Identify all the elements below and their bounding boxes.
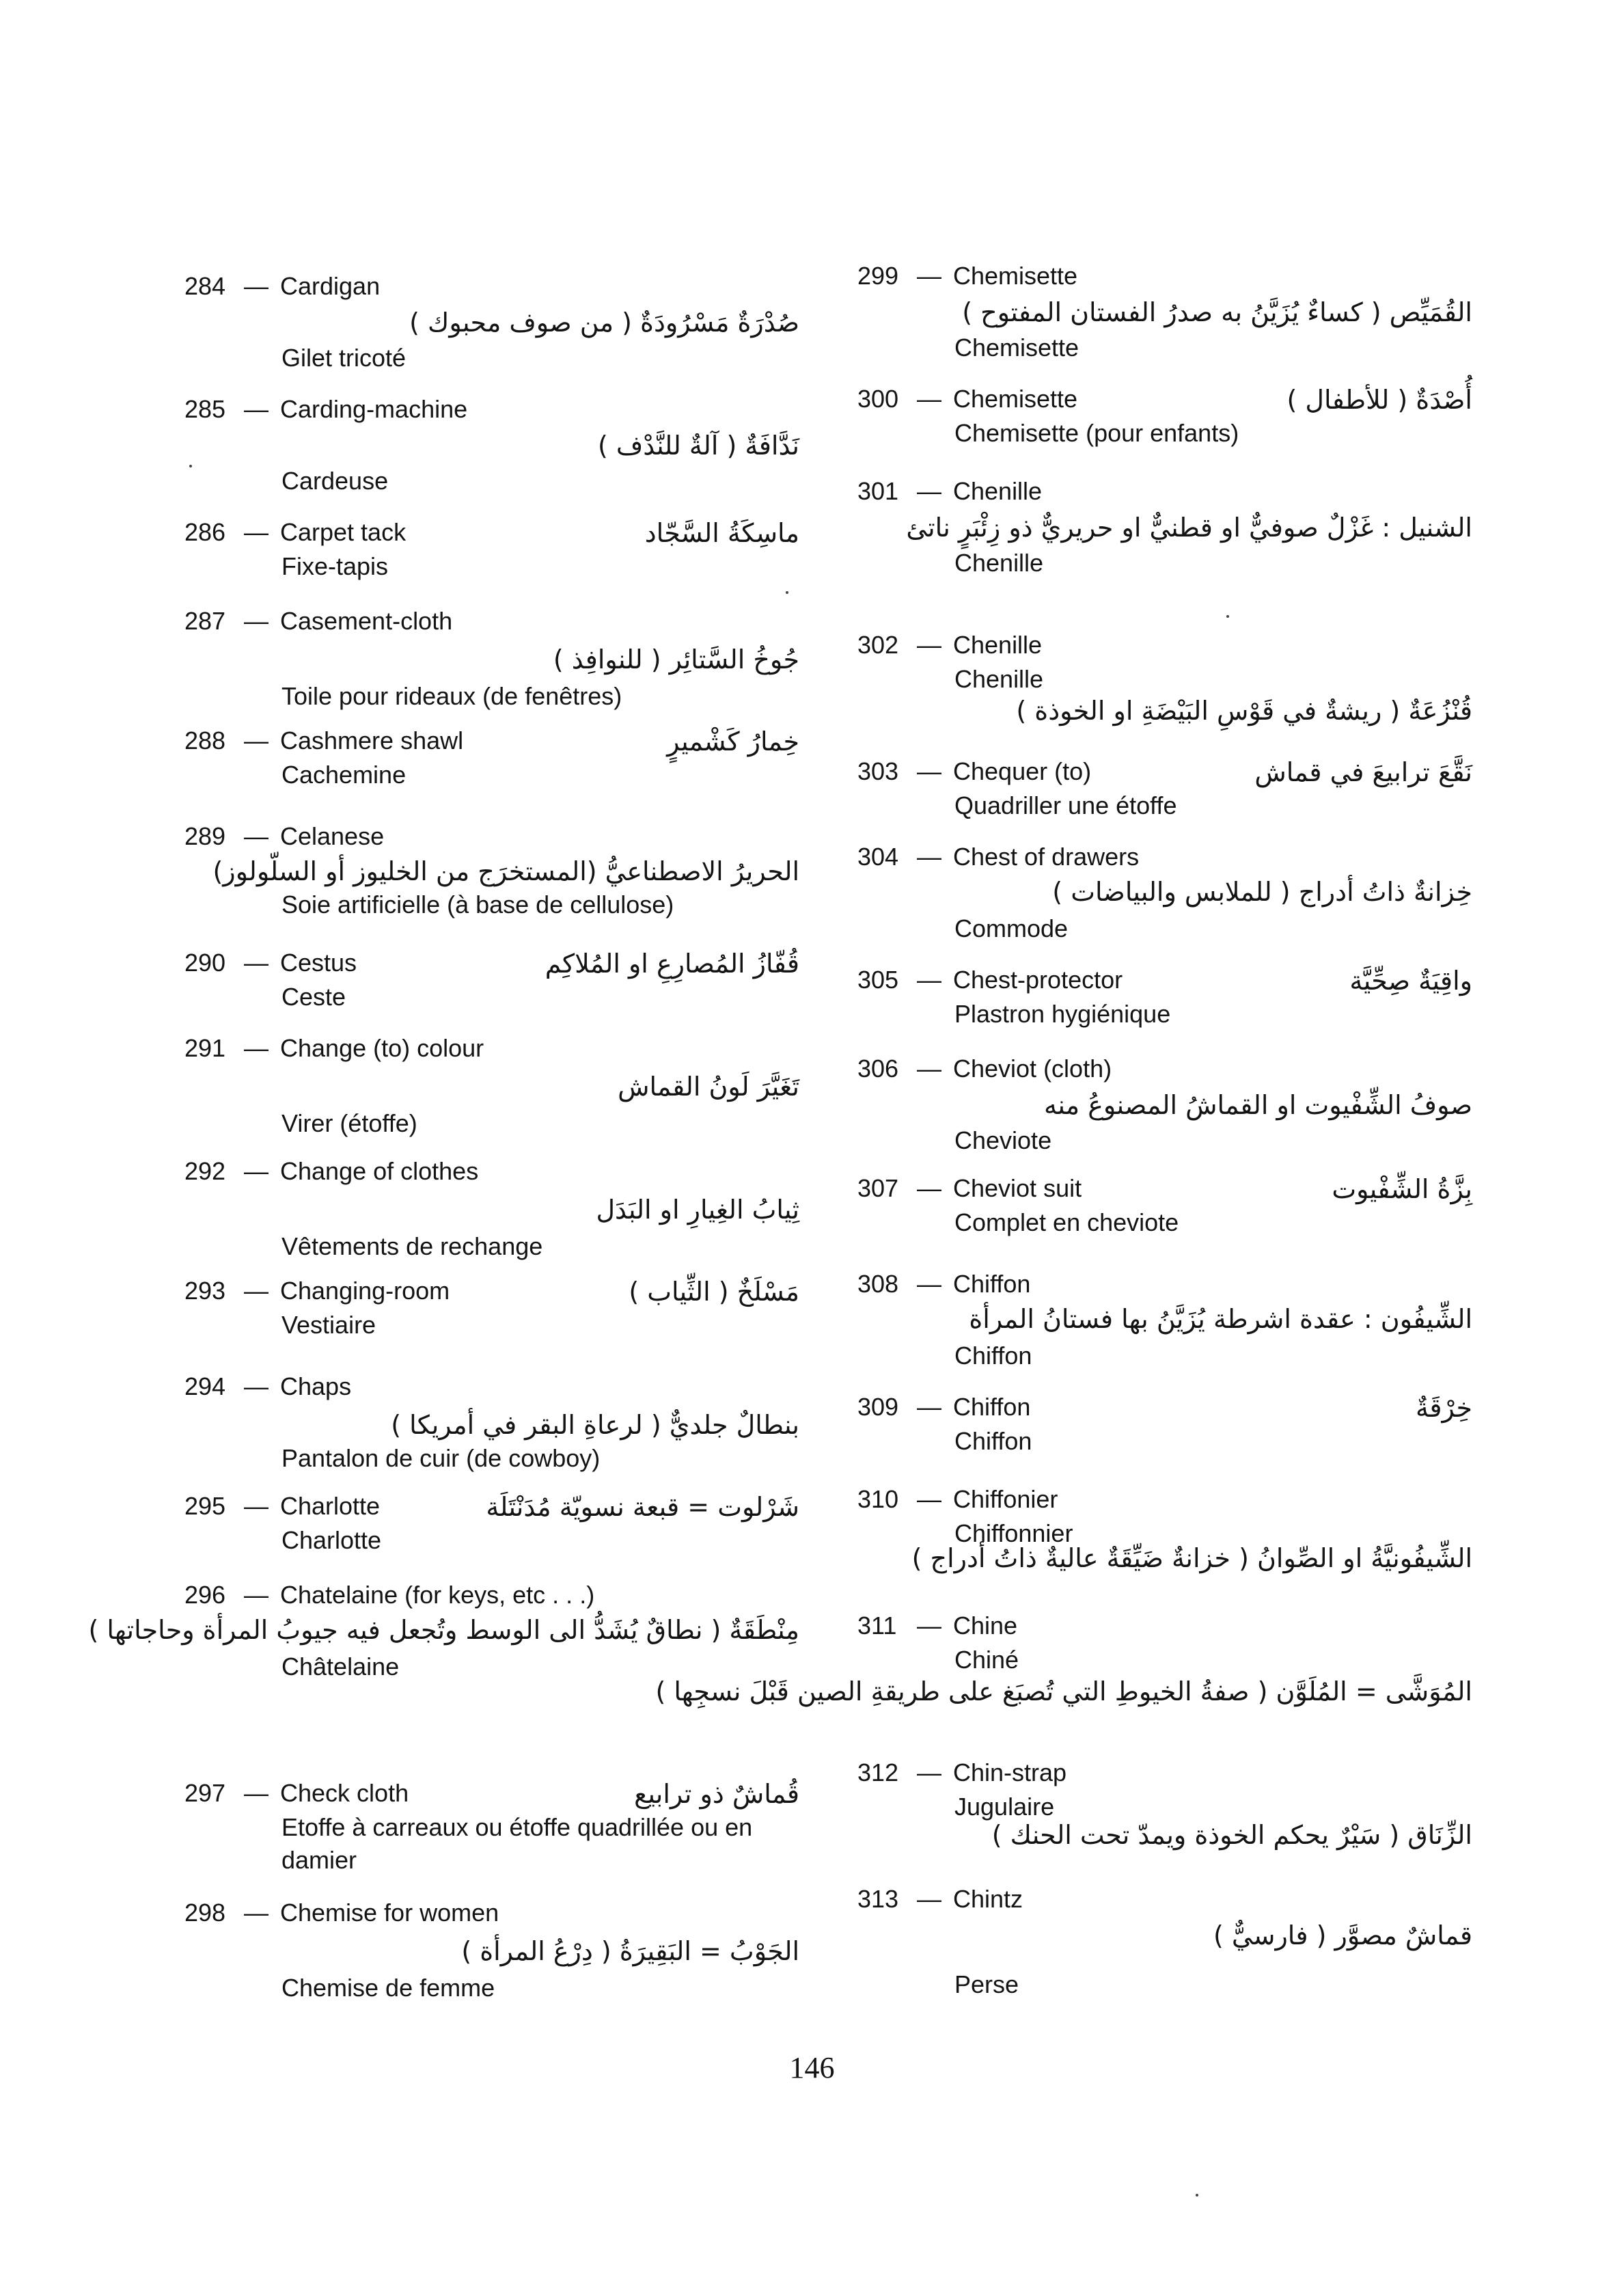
entry-304: [857, 841, 1472, 943]
arabic-term: بنطالٌ جلديٌّ ( لرعاةِ البقر في أمريكا ): [391, 1410, 799, 1440]
em-dash: —: [917, 1270, 941, 1298]
entry-294: [184, 1370, 799, 1473]
arabic-term: الزِّنَاق ( سَيْرٌ يحكم الخوذة ويمدّ تحت الحنك ): [991, 1820, 1472, 1850]
entry-number: 292: [184, 1157, 226, 1185]
french-term: Chiné: [954, 1646, 1019, 1674]
entry-299: [857, 260, 1472, 362]
french-term: Perse: [954, 1970, 1019, 1998]
arabic-term: تَغَيَّرَ لَونُ القماش: [618, 1072, 799, 1102]
em-dash: —: [244, 822, 269, 850]
em-dash: —: [244, 272, 269, 300]
entry-number: 287: [184, 607, 226, 635]
arabic-term: واقِيَةٌ صِحِّيَّة: [1349, 966, 1472, 996]
entry-285: [184, 393, 799, 495]
arabic-term: الحريرُ الاصطناعيُّ (المستخرَج من الخليوز أو السلّولوز): [212, 856, 799, 886]
arabic-term: قُفّازُ المُصارِعِ او المُلاكِم: [545, 949, 799, 979]
entry-302: [857, 629, 1472, 731]
entry-headword-line: [857, 1268, 1472, 1301]
entry-287: [184, 605, 799, 710]
french-term: Cheviote: [954, 1126, 1052, 1154]
french-term: Commode: [954, 914, 1069, 942]
em-dash: —: [244, 1277, 269, 1305]
entry-296: [88, 1579, 799, 1681]
english-term: Carpet tack: [280, 518, 407, 546]
arabic-term: الجَوْبُ = البَقِيرَةُ ( دِرْعُ المرأة ): [461, 1936, 799, 1966]
entry-number: 303: [857, 757, 899, 785]
entry-headword-line: [184, 1155, 799, 1188]
em-dash: —: [244, 1581, 269, 1609]
english-term: Changing-room: [280, 1277, 450, 1305]
em-dash: —: [244, 518, 269, 546]
entry-306: [857, 1052, 1472, 1155]
english-term: Chine: [953, 1612, 1018, 1640]
entry-number: 289: [184, 822, 226, 850]
entry-288: [184, 724, 799, 827]
english-term: Charlotte: [280, 1492, 381, 1520]
em-dash: —: [917, 631, 941, 659]
english-term: Change of clothes: [280, 1157, 479, 1185]
french-term: Chemise de femme: [281, 1974, 495, 2002]
french-term: Virer (étoffe): [281, 1109, 417, 1137]
em-dash: —: [917, 262, 941, 290]
entry-number: 290: [184, 949, 226, 977]
entry-number: 308: [857, 1270, 899, 1298]
entry-headword-line: [857, 475, 1472, 508]
em-dash: —: [917, 966, 941, 994]
entry-309: [857, 1391, 1472, 1493]
arabic-term: شَرْلوت = قبعة نسويّة مُدَنْتَلَة: [486, 1492, 799, 1522]
entry-number: 288: [184, 726, 226, 754]
entry-313: [857, 1883, 1472, 1998]
french-term: Châtelaine: [281, 1653, 400, 1681]
print-speck: [786, 591, 788, 594]
entry-308: [857, 1268, 1472, 1370]
arabic-term: الشنيل : غَزْلٌ صوفيٌّ او قطنيٌّ او حريريٌّ ذو زِئْبَرٍ ناتئ: [906, 513, 1472, 543]
arabic-term: الشِّيفُون : عقدة اشرطة يُزَيَّنُ بها فستانُ المرأة: [969, 1304, 1472, 1334]
english-term: Chiffonier: [953, 1485, 1058, 1513]
english-term: Chintz: [953, 1885, 1023, 1913]
arabic-term: قُنْزُعَةٌ ( ريشةٌ في قَوْسِ البَيْضَةِ او الخوذة ): [1016, 696, 1472, 726]
entry-number: 305: [857, 966, 899, 994]
french-term: Chiffon: [954, 1427, 1032, 1455]
french-term: Quadriller une étoffe: [954, 791, 1177, 819]
entry-number: 294: [184, 1372, 226, 1400]
french-term: Gilet tricoté: [281, 344, 407, 372]
entry-headword-line: [184, 1032, 799, 1065]
entry-number: 306: [857, 1055, 899, 1083]
entry-number: 286: [184, 518, 226, 546]
entry-300: [857, 383, 1472, 485]
french-term: Chemisette (pour enfants): [954, 419, 1239, 447]
entry-310: [857, 1483, 1472, 1586]
arabic-term: الشِّيفُونيَّةُ او الصِّوانُ ( خزانةٌ ضَيِّقَةٌ عاليةٌ ذاتُ أدراج ): [911, 1543, 1472, 1573]
entry-number: 295: [184, 1492, 226, 1520]
entry-292: [184, 1155, 799, 1260]
arabic-term: صُدْرَةٌ مَسْرُودَةٌ ( من صوف محبوك ): [409, 308, 799, 338]
english-term: Chenille: [953, 477, 1043, 505]
entry-headword-line: [857, 260, 1472, 293]
english-term: Chemise for women: [280, 1899, 499, 1927]
entry-headword-line: [857, 1483, 1472, 1516]
arabic-term: خِزانةٌ ذاتُ أدراج ( للملابس والبياضات ): [1052, 877, 1472, 907]
french-term: Chenille: [954, 665, 1044, 693]
entry-headword-line: [184, 270, 799, 303]
english-term: Cashmere shawl: [280, 726, 464, 754]
entry-number: 285: [184, 395, 226, 423]
entry-headword-line: [857, 1609, 1472, 1642]
em-dash: —: [244, 1492, 269, 1520]
arabic-term: ثِيابُ الغِيارِ او البَدَل: [596, 1195, 799, 1225]
entry-number: 297: [184, 1779, 226, 1807]
em-dash: —: [244, 1157, 269, 1185]
english-term: Chest of drawers: [953, 843, 1140, 871]
english-term: Chemisette: [953, 262, 1078, 290]
french-term: Vêtements de rechange: [281, 1232, 543, 1260]
french-term: Cardeuse: [281, 467, 389, 495]
entry-headword-line: [184, 605, 799, 638]
french-term: Vestiaire: [281, 1311, 376, 1339]
arabic-term: نَدَّافَةٌ ( آلةٌ للنَّدْف ): [597, 431, 799, 461]
em-dash: —: [917, 1485, 941, 1513]
french-term: Pantalon de cuir (de cowboy): [281, 1444, 601, 1472]
arabic-term: مِنْطَقَةٌ ( نطاقٌ يُشَدُّ الى الوسط وتُجعل فيه جيوبُ المرأة وحاجاتها ): [88, 1615, 799, 1645]
entry-295: [184, 1490, 799, 1592]
arabic-term: المُوَشَّى = المُلَوَّن ( صفةُ الخيوطِ التي تُصبَغ على طريقةِ الصين قَبْلَ نسجِها ): [655, 1676, 1472, 1707]
em-dash: —: [917, 1612, 941, 1640]
em-dash: —: [244, 607, 269, 635]
arabic-term: قماشٌ مصوَّر ( فارسيٌّ ): [1213, 1920, 1472, 1950]
french-term: Charlotte: [281, 1526, 382, 1554]
entry-311: [655, 1609, 1472, 1712]
em-dash: —: [917, 1758, 941, 1786]
em-dash: —: [917, 1885, 941, 1913]
english-term: Celanese: [280, 822, 385, 850]
french-term: Soie artificielle (à base de cellulose): [281, 891, 674, 919]
entry-305: [857, 964, 1472, 1066]
entry-headword-line: [184, 393, 799, 426]
arabic-term: نَقَّعَ ترابيعَ في قماش: [1254, 757, 1472, 787]
english-term: Chiffon: [953, 1393, 1031, 1421]
arabic-term: خِرْقَةٌ: [1416, 1393, 1472, 1423]
entry-298: [184, 1896, 799, 2002]
em-dash: —: [244, 395, 269, 423]
em-dash: —: [244, 1034, 269, 1062]
entry-number: 299: [857, 262, 899, 290]
entry-number: 284: [184, 272, 226, 300]
entry-number: 293: [184, 1277, 226, 1305]
arabic-term: ماسِكَةُ السَّجّاد: [644, 518, 799, 548]
french-term: Plastron hygiénique: [954, 1000, 1171, 1028]
entry-297: [184, 1777, 799, 1879]
print-speck: [1196, 2194, 1198, 2197]
print-speck: [1226, 615, 1229, 618]
arabic-term: جُوخُ السَّتائِر ( للنوافِذ ): [553, 644, 799, 675]
entry-headword-line: [184, 1896, 799, 1929]
em-dash: —: [917, 1393, 941, 1421]
english-term: Carding-machine: [280, 395, 468, 423]
entry-headword-line: [857, 1883, 1472, 1916]
english-term: Casement-cloth: [280, 607, 453, 635]
entry-headword-line: [184, 1370, 799, 1403]
em-dash: —: [917, 385, 941, 413]
french-term: Cachemine: [281, 761, 407, 789]
english-term: Chequer (to): [953, 757, 1092, 785]
entry-headword-line: [184, 1579, 799, 1612]
entry-number: 307: [857, 1174, 899, 1202]
french-term: Etoffe à carreaux ou étoffe quadrillée ou en damier: [281, 1813, 753, 1874]
french-term: Chiffonnier: [954, 1519, 1073, 1547]
em-dash: —: [244, 1372, 269, 1400]
entry-number: 311: [857, 1612, 897, 1640]
english-term: Chest-protector: [953, 966, 1123, 994]
entry-headword-line: [857, 841, 1472, 873]
french-term: Ceste: [281, 983, 346, 1011]
em-dash: —: [917, 477, 941, 505]
french-term: Toile pour rideaux (de fenêtres): [281, 682, 622, 710]
english-term: Cestus: [280, 949, 357, 977]
em-dash: —: [917, 843, 941, 871]
french-term: Complet en cheviote: [954, 1208, 1179, 1236]
arabic-term: أُصْدَةٌ ( للأطفال ): [1286, 385, 1472, 415]
arabic-term: بِزَّةُ الشِّفْيوت: [1332, 1174, 1472, 1204]
entry-293: [184, 1275, 799, 1377]
english-term: Cheviot (cloth): [953, 1055, 1112, 1083]
print-speck: [189, 465, 192, 467]
entry-number: 304: [857, 843, 899, 871]
entry-number: 312: [857, 1758, 899, 1786]
em-dash: —: [244, 1899, 269, 1927]
french-term: Chenille: [954, 549, 1044, 577]
arabic-term: قُماشٌ ذو ترابيع: [634, 1779, 799, 1809]
entry-number: 298: [184, 1899, 226, 1927]
english-term: Chiffon: [953, 1270, 1031, 1298]
em-dash: —: [917, 1055, 941, 1083]
entry-number: 310: [857, 1485, 899, 1513]
em-dash: —: [917, 757, 941, 785]
english-term: Cheviot suit: [953, 1174, 1082, 1202]
english-term: Chatelaine (for keys, etc . . .): [280, 1581, 595, 1609]
entry-number: 296: [184, 1581, 226, 1609]
english-term: Chemisette: [953, 385, 1078, 413]
english-term: Chin-strap: [953, 1758, 1067, 1786]
entry-headword-line: [857, 1756, 1472, 1789]
em-dash: —: [244, 949, 269, 977]
french-term: Chemisette: [954, 334, 1079, 362]
arabic-term: مَسْلَخٌ ( الثِّياب ): [629, 1277, 799, 1307]
english-term: Cardigan: [280, 272, 381, 300]
entry-number: 291: [184, 1034, 226, 1062]
arabic-term: خِمارُ كَشْميرٍ: [667, 726, 799, 757]
entry-headword-line: [184, 820, 799, 853]
entry-headword-line: [857, 1052, 1472, 1085]
french-term: Jugulaire: [954, 1793, 1055, 1821]
entry-number: 300: [857, 385, 899, 413]
entry-286: [184, 516, 799, 618]
entry-284: [184, 270, 799, 372]
arabic-term: القُمَيِّص ( كساءٌ يُزَيَّنُ به صدرُ الفستان المفتوح ): [962, 297, 1472, 327]
page-number: 146: [789, 2051, 835, 2084]
entry-289: [184, 820, 799, 923]
english-term: Chenille: [953, 631, 1043, 659]
entry-291: [184, 1032, 799, 1137]
entry-number: 313: [857, 1885, 899, 1913]
entry-number: 302: [857, 631, 899, 659]
entry-307: [857, 1172, 1472, 1275]
arabic-term: صوفُ الشِّفْيوت او القماشُ المصنوعُ منه: [1043, 1090, 1472, 1120]
english-term: Check cloth: [280, 1779, 409, 1807]
entry-headword-line: [857, 629, 1472, 662]
french-term: Chiffon: [954, 1342, 1032, 1370]
entry-312: [857, 1756, 1472, 1859]
em-dash: —: [244, 1779, 269, 1807]
entry-number: 301: [857, 477, 899, 505]
entry-301: [857, 475, 1472, 577]
french-term: Fixe-tapis: [281, 552, 389, 580]
english-term: Change (to) colour: [280, 1034, 484, 1062]
em-dash: —: [917, 1174, 941, 1202]
entry-number: 309: [857, 1393, 899, 1421]
em-dash: —: [244, 726, 269, 754]
english-term: Chaps: [280, 1372, 352, 1400]
